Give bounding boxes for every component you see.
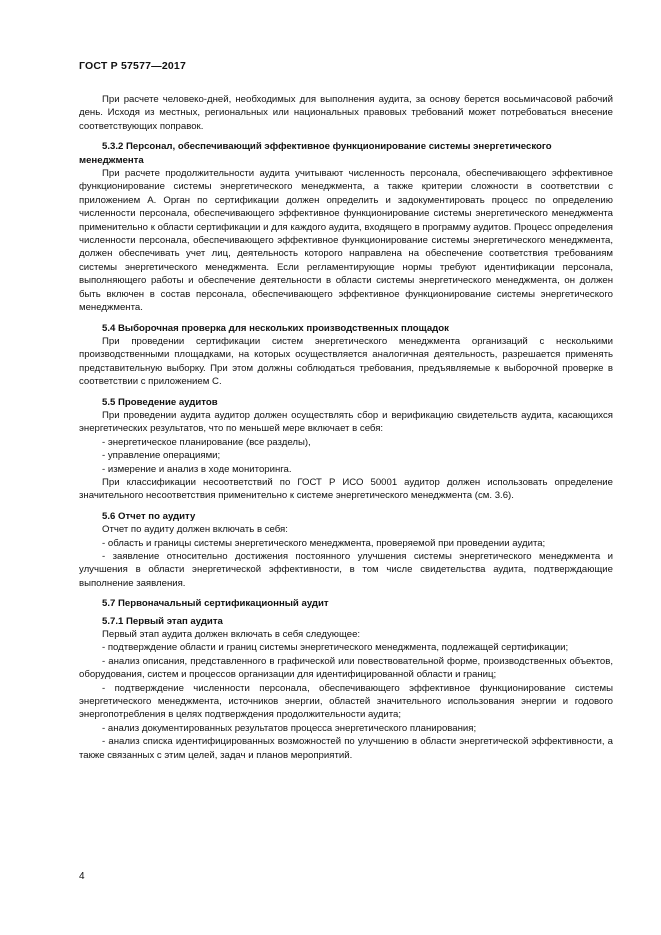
paragraph: - подтверждение численности персонала, обеспечивающего эффективное функционирование системы энергетического менеджмента, источников энергии, областей значительного использования энергии и годового энергопотребления в целях подтверждения продолжительности аудита; (79, 682, 613, 721)
document-body (79, 93, 613, 762)
spacer (79, 389, 613, 396)
spacer (79, 590, 613, 597)
paragraph: - управление операциями; (102, 450, 221, 462)
paragraph: - анализ описания, представленного в графической или повествовательной форме, производственных объектов, оборудования, систем и процессов организации для идентифицированной области и границ; (79, 655, 613, 681)
paragraph: Первый этап аудита должен включать в себя следующее: (102, 629, 361, 641)
spacer (79, 315, 613, 322)
section-heading: 5.4 Выборочная проверка для нескольких производственных площадок (102, 322, 449, 334)
section-heading: 5.7 Первоначальный сертификационный аудит (102, 598, 329, 610)
section-heading: 5.5 Проведение аудитов (102, 396, 218, 408)
page-number: 4 (79, 871, 85, 882)
paragraph: - энергетическое планирование (все разделы), (102, 436, 311, 448)
paragraph: - заявление относительно достижения постоянного улучшения системы энергетического менеджмента и улучшения в области энергетической эффективности, в том числе свидетельства аудита, подтверждающие выполнение заявления. (79, 551, 613, 589)
paragraph: При расчете человеко-дней, необходимых для выполнения аудита, за основу берется восьмичасовой рабочий день. Исходя из местных, региональных или национальных правовых требований может потребоваться внесение соответствующих поправок. (79, 94, 613, 132)
paragraph: При проведении сертификации систем энергетического менеджмента организаций с несколькими производственными площадками, на которых осуществляется аналогичная деятельность, разрешается применять представительную выборку. При этом должны соблюдаться требования, предъявляемые к выборочной проверке в соответствии с приложением С. (79, 335, 613, 388)
paragraph: - анализ списка идентифицированных возможностей по улучшению в области энергетической эффективности, а также связанных с этим целей, задач и планов мероприятий. (79, 736, 613, 761)
paragraph: При классификации несоответствий по ГОСТ Р ИСО 50001 аудитор должен использовать определение значительного несоответствия применительно к системе энергетического менеджмента (см. 3.6). (79, 476, 613, 502)
paragraph: При проведении аудита аудитор должен осуществлять сбор и верификацию свидетельств аудита, касающихся энергетических результатов, что по меньшей мере включает в себя: (79, 409, 613, 435)
spacer (79, 133, 613, 140)
paragraph: - подтверждение области и границ системы энергетического менеджмента, подлежащей сертификации; (102, 642, 569, 654)
section-heading: 5.6 Отчет по аудиту (102, 510, 196, 522)
document-header: ГОСТ Р 57577—2017 (79, 60, 187, 72)
section-heading: 5.3.2 Персонал, обеспечивающий эффективное функционирование системы энергетического менеджмента (79, 141, 552, 166)
paragraph: - область и границы системы энергетического менеджмента, проверяемой при проведении аудита; (102, 537, 546, 549)
paragraph: - анализ документированных результатов процесса энергетического планирования; (102, 722, 477, 734)
section-heading: 5.7.1 Первый этап аудита (102, 615, 223, 627)
paragraph: - измерение и анализ в ходе мониторинга. (102, 463, 292, 475)
paragraph: При расчете продолжительности аудита учитывают численность персонала, обеспечивающего эффективное функционирование системы энергетического менеджмента, а также критерии сложности в соответствии с приложением А. Орган по сертификации должен определить и задокументировать процесс по определению численности персонала, обеспечивающего эффективное функционирование системы энергетического менеджмента применительно к области сертификации и для каждого аудита, входящего в программу аудитов. Процесс определения численности персонала, обеспечивающего эффективное функционирование системы энергетического менеджмента, должен обеспечивать учет лиц, деятельность которого направлена на обеспечение соответствия требованиям системы энергетического менеджмента. Если регламентирующие нормы требуют идентификации персонала, выполняющего работы и обеспечение деятельности в области системы энергетического менеджмента, он должен быть включен в состав персонала, обеспечивающего эффективное функционирование системы энергетического менеджмента. (79, 168, 613, 314)
paragraph: Отчет по аудиту должен включать в себя: (102, 524, 288, 536)
spacer (79, 503, 613, 510)
